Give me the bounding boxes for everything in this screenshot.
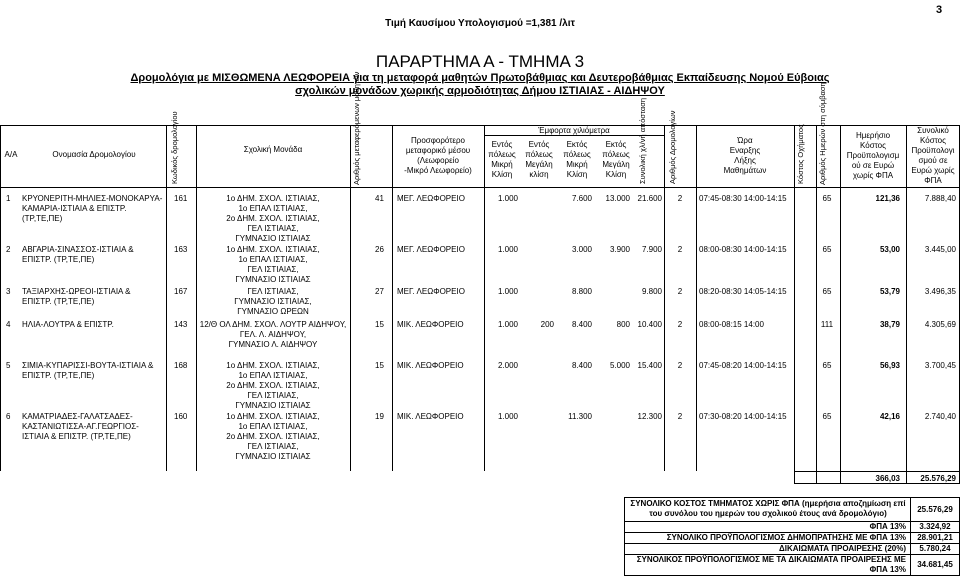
summary-value-3: 28.901,21 [917,533,953,542]
row-students: 41 [375,194,384,203]
header-num-days: Αριθμός Ημερών στη σύμβαση [818,82,827,185]
row-time: 07:45-08:30 14:00-14:15 [699,194,787,203]
header-loaded-km: Έμφορτα χιλιόμετρα [538,126,610,135]
summary-value-1: 25.576,29 [917,505,953,514]
doc-title-line1: Δρομολόγια με ΜΙΣΘΩΜΕΝΑ ΛΕΩΦΟΡΕΙΑ για τη μεταφορά μαθητών Πρωτοβάθμιας και Δευτεροβάθμιας Εκπαίδευσης Νομού Εύβοιας [130,72,830,84]
row-km-1: 1.000 [497,194,518,203]
row-time: 07:45-08:20 14:00-14:15 [699,361,787,370]
row-school: ΓΕΛ ΙΣΤΙΑΙΑΣ, ΓΥΜΝΑΣΙΟ ΙΣΤΙΑΙΑΣ, ΓΥΜΝΑΣΙΟ ΩΡΕΩΝ [234,287,312,316]
header-school: Σχολική Μονάδα [243,145,303,154]
row-sum: 3.496,35 [924,287,956,296]
row-time: 08:20-08:30 14:05-14:15 [699,287,787,296]
row-daily: 42,16 [879,412,900,421]
row-daily: 53,00 [879,245,900,254]
header-route-code: Κωδικός δρομολογίου [170,111,179,184]
row-km-1: 1.000 [497,320,518,329]
row-route-name: ΗΛΙΑ-ΛΟΥΤΡΑ & ΕΠΙΣΤΡ. [22,320,114,329]
row-code: 167 [174,287,188,296]
row-num-routes: 2 [677,320,683,329]
row-code: 163 [174,245,188,254]
row-days: 65 [822,287,832,296]
row-aa: 5 [6,361,11,370]
row-code: 161 [174,194,188,203]
row-students: 26 [375,245,384,254]
annex-title: ΠΑΡΑΡΤΗΜΑ Α - ΤΜΗΜΑ 3 [375,52,585,71]
row-sum: 4.305,69 [924,320,956,329]
row-km-4: 5.000 [609,361,630,370]
row-num-routes: 2 [677,245,683,254]
row-km-1: 1.000 [497,412,518,421]
row-km-3: 3.000 [571,245,592,254]
row-route-name: ΤΑΞΙΑΡΧΗΣ-ΩΡΕΟΙ-ΙΣΤΙΑΙΑ & ΕΠΙΣΤΡ. (ΤΡ,ΤΕ,ΠΕ) [22,287,131,306]
row-days: 65 [822,194,832,203]
row-km-3: 7.600 [571,194,592,203]
fuel-price: Τιμή Καυσίμου Υπολογισμού =1,381 /λιτ [385,18,575,29]
row-km-3: 11.300 [568,412,592,421]
row-total-km: 7.900 [641,245,662,254]
row-school: 1ο ΔΗΜ. ΣΧΟΛ. ΙΣΤΙΑΙΑΣ, 1ο ΕΠΑΛ ΙΣΤΙΑΙΑΣ, 2ο ΔΗΜ. ΣΧΟΛ. ΙΣΤΙΑΙΑΣ, ΓΕΛ ΙΣΤΙΑΙΑΣ, ΓΥΜΝΑΣΙΟ ΙΣΤΙΑΙΑΣ [226,194,320,243]
summary-label-1: ΣΥΝΟΛΙΚΟ ΚΟΣΤΟΣ ΤΜΗΜΑΤΟΣ ΧΩΡΙΣ ΦΠΑ (ημερήσια αποζημίωση επί του συνόλου του ημερών του σχολικού έτους ανά δρομολόγιο) [630,499,906,518]
row-num-routes: 2 [677,412,683,421]
row-days: 65 [822,245,832,254]
row-school: 1ο ΔΗΜ. ΣΧΟΛ. ΙΣΤΙΑΙΑΣ, 1ο ΕΠΑΛ ΙΣΤΙΑΙΑΣ, 2ο ΔΗΜ. ΣΧΟΛ. ΙΣΤΙΑΙΑΣ, ΓΕΛ ΙΣΤΙΑΙΑΣ, ΓΥΜΝΑΣΙΟ ΙΣΤΙΑΙΑΣ [226,412,320,461]
row-km-4: 800 [616,320,630,329]
row-route-name: ΚΑΜΑΤΡΙΑΔΕΣ-ΓΑΛΑΤΣΑΔΕΣ- ΚΑΣΤΑΝΙΩΤΙΣΣΑ-ΑΓ.ΓΕΩΡΓΙΟΣ- ΙΣΤΙΑΙΑ & ΕΠΙΣΤΡ. (ΤΡ,ΤΕ,ΠΕ) [22,412,139,441]
row-km-4: 13.000 [605,194,630,203]
row-code: 160 [174,412,188,421]
row-days: 111 [820,320,834,329]
row-school: 12/Θ ΟΛ ΔΗΜ. ΣΧΟΛ. ΛΟΥΤΡ ΑΙΔΗΨΟΥ, ΓΕΛ. Λ. ΑΙΔΗΨΟΥ, ΓΥΜΝΑΣΙΟ Λ. ΑΙΔΗΨΟΥ [199,320,347,349]
row-students: 15 [375,320,384,329]
row-km-1: 1.000 [497,245,518,254]
row-km-1: 1.000 [497,287,518,296]
row-time: 07:30-08:20 14:00-14:15 [699,412,787,421]
summary-label-3: ΣΥΝΟΛΙΚΟ ΠΡΟΫΠΟΛΟΓΙΣΜΟΣ ΔΗΜΟΠΡΑΤΗΣΗΣ ΜΕ ΦΠΑ 13% [666,533,906,542]
header-km-3: Εκτός πόλεως Μικρή Κλίση [563,140,591,179]
header-cost-vehicle: Κόστος Οχήματος [796,124,805,184]
row-vehicle: ΜΕΓ. ΛΕΩΦΟΡΕΙΟ [397,194,465,203]
row-km-3: 8.400 [571,320,592,329]
row-students: 27 [375,287,384,296]
doc-title-line2: σχολικών μονάδων χωρικής αρμοδιότητας Δήμου ΙΣΤΙΑΙΑΣ - ΑΙΔΗΨΟΥ [295,85,665,97]
row-days: 65 [822,412,832,421]
row-time: 08:00-08:15 14:00 [699,320,764,329]
header-daily-cost: Ημερήσιο Κόστος Προϋπολογισμ ού σε Ευρώ χωρίς ΦΠΑ [846,131,900,180]
header-total-km: Συνολική χλ/νή απόσταση [638,97,647,184]
row-vehicle: ΜΕΓ. ΛΕΩΦΟΡΕΙΟ [397,287,465,296]
total-daily: 366,03 [875,474,900,483]
summary-value-2: 3.324,92 [919,522,951,531]
summary-value-5: 34.681,45 [917,560,953,569]
header-km-2: Εντός πόλεως Μεγάλη κλίση [525,140,553,179]
row-num-routes: 2 [677,361,683,370]
row-students: 19 [375,412,384,421]
row-num-routes: 2 [677,194,683,203]
row-km-3: 8.800 [571,287,592,296]
row-sum: 3.445,00 [924,245,956,254]
row-code: 168 [174,361,188,370]
row-sum: 3.700,45 [924,361,956,370]
row-aa: 4 [6,320,11,329]
row-route-name: ΣΙΜΙΑ-ΚΥΠΑΡΙΣΣΙ-ΒΟΥΤΑ-ΙΣΤΙΑΙΑ & ΕΠΙΣΤΡ. (ΤΡ,ΤΕ,ΠΕ) [22,361,154,380]
row-days: 65 [822,361,832,370]
header-total-cost: Συνολικό Κόστος Προϋπολογι σμού σε Ευρώ χωρίς ΦΠΑ [911,126,955,185]
row-aa: 3 [6,287,11,296]
row-time: 08:00-08:30 14:00-14:15 [699,245,787,254]
row-vehicle: ΜΙΚ. ΛΕΩΦΟΡΕΙΟ [397,320,464,329]
page-number: 3 [936,4,943,16]
row-route-name: ΑΒΓΑΡΙΑ-ΣΙΝΑΣΣΟΣ-ΙΣΤΙΑΙΑ & ΕΠΙΣΤΡ. (ΤΡ,ΤΕ,ΠΕ) [22,245,134,264]
header-km-1: Εντός πόλεως Μικρή Κλίση [488,140,516,179]
row-school: 1ο ΔΗΜ. ΣΧΟΛ. ΙΣΤΙΑΙΑΣ, 1ο ΕΠΑΛ ΙΣΤΙΑΙΑΣ, 2ο ΔΗΜ. ΣΧΟΛ. ΙΣΤΙΑΙΑΣ, ΓΕΛ ΙΣΤΙΑΙΑΣ, ΓΥΜΝΑΣΙΟ ΙΣΤΙΑΙΑΣ [226,361,320,410]
summary-value-4: 5.780,24 [919,544,951,553]
row-total-km: 9.800 [641,287,662,296]
row-km-1: 2.000 [497,361,518,370]
row-route-name: ΚΡΥΟΝΕΡΙΤΗ-ΜΗΛΙΕΣ-ΜΟΝΟΚΑΡΥΑ- ΚΑΜΑΡΙΑ-ΙΣΤΙΑΙΑ & ΕΠΙΣΤΡ. (ΤΡ,ΤΕ,ΠΕ) [22,194,163,223]
header-num-routes: Αριθμός Δρομολογίων [668,110,677,184]
row-total-km: 21.600 [637,194,662,203]
row-vehicle: ΜΙΚ. ΛΕΩΦΟΡΕΙΟ [397,361,464,370]
row-aa: 1 [6,194,11,203]
row-vehicle: ΜΙΚ. ΛΕΩΦΟΡΕΙΟ [397,412,464,421]
header-students: Αριθμός μεταφερόμενων μαθητών [352,71,361,185]
header-route-name: Ονομασία Δρομολογίου [52,150,136,159]
header-km-4: Εκτός πόλεως Μεγάλη Κλίση [602,140,630,179]
row-num-routes: 2 [677,287,683,296]
row-km-4: 3.900 [609,245,630,254]
summary-label-4: ΔΙΚΑΙΩΜΑΤΑ ΠΡΟΑΙΡΕΣΗΣ (20%) [779,544,906,553]
row-km-3: 8.400 [571,361,592,370]
row-total-km: 15.400 [637,361,662,370]
row-daily: 56,93 [879,361,900,370]
summary-label-2: ΦΠΑ 13% [869,522,906,531]
row-sum: 7.888,40 [924,194,956,203]
summary-label-5: ΣΥΝΟΛΙΚΟΣ ΠΡΟΫΠΟΛΟΓΙΣΜΟΣ ΜΕ ΤΑ ΔΙΚΑΙΩΜΑΤΑ ΠΡΟΑΙΡΕΣΗΣ ΜΕ ΦΠΑ 13% [636,555,906,574]
row-aa: 6 [6,412,11,421]
row-code: 143 [174,320,188,329]
header-time: Ώρα Εναρξης Λήξης Μαθημάτων [723,136,767,175]
header-aa: Α/Α [4,150,18,159]
row-aa: 2 [6,245,11,254]
row-total-km: 12.300 [637,412,662,421]
row-vehicle: ΜΕΓ. ΛΕΩΦΟΡΕΙΟ [397,245,465,254]
row-total-km: 10.400 [637,320,662,329]
total-sum: 25.576,29 [920,474,956,483]
row-school: 1ο ΔΗΜ. ΣΧΟΛ. ΙΣΤΙΑΙΑΣ, 1ο ΕΠΑΛ ΙΣΤΙΑΙΑΣ, ΓΕΛ ΙΣΤΙΑΙΑΣ, ΓΥΜΝΑΣΙΟ ΙΣΤΙΑΙΑΣ [226,245,320,284]
row-daily: 38,79 [879,320,900,329]
row-students: 15 [375,361,384,370]
row-km-2: 200 [540,320,554,329]
row-sum: 2.740,40 [924,412,956,421]
row-daily: 53,79 [879,287,900,296]
row-daily: 121,36 [875,194,900,203]
header-vehicle: Προσφορότερο μεταφορικό μέσου (Λεωφορείο -Μικρό Λεωφορείο) [404,136,472,175]
